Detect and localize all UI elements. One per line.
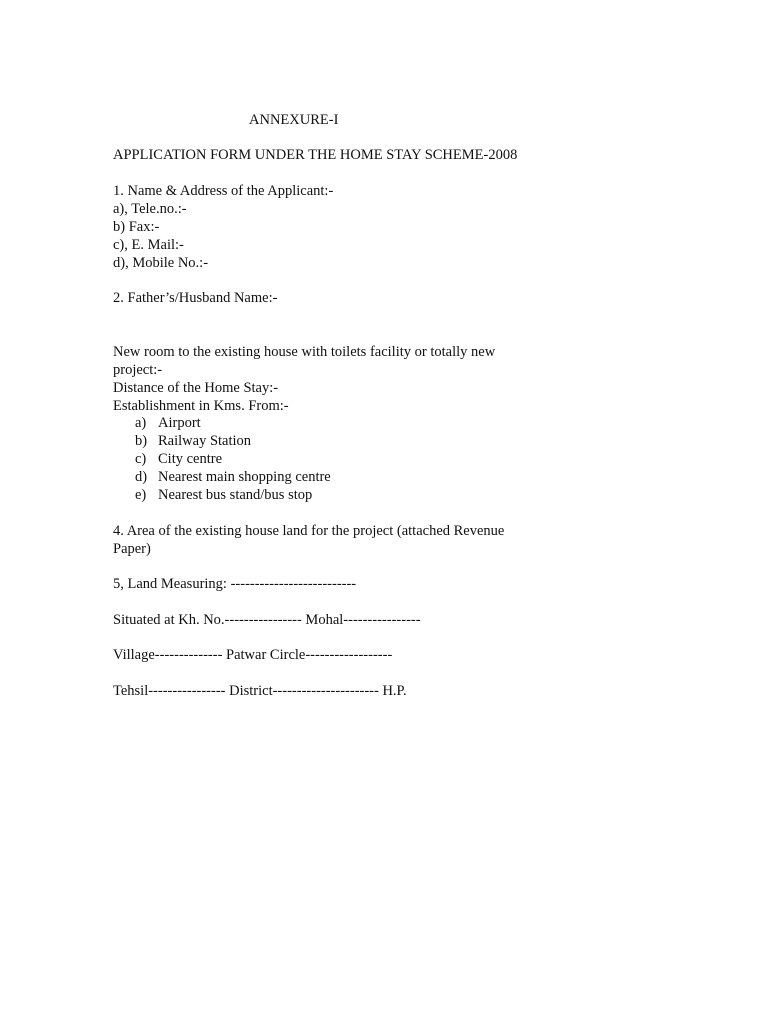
list-marker: b) <box>135 433 148 449</box>
list-item-label: Nearest bus stand/bus stop <box>158 487 313 503</box>
email-label: c), E. Mail:- <box>113 237 184 253</box>
annexure-heading: ANNEXURE-I <box>249 112 339 128</box>
list-marker: a) <box>135 415 147 431</box>
list-marker: c) <box>135 451 147 467</box>
list-marker: d) <box>135 469 148 485</box>
fax-label: b) Fax:- <box>113 219 160 235</box>
village-field: Village-------------- Patwar Circle------------------ <box>113 647 393 663</box>
new-room-text-line2: project:- <box>113 362 163 378</box>
area-label-line1: 4. Area of the existing house land for the project (attached Revenue <box>113 523 505 539</box>
father-husband-name-label: 2. Father’s/Husband Name:- <box>113 290 278 306</box>
land-measuring-field: 5, Land Measuring: -------------------------- <box>113 576 357 592</box>
list-marker: e) <box>135 487 147 503</box>
distance-label: Distance of the Home Stay:- <box>113 380 279 396</box>
situated-field: Situated at Kh. No.---------------- Mohal---------------- <box>113 612 421 628</box>
telephone-label: a), Tele.no.:- <box>113 201 187 217</box>
list-item-label: Railway Station <box>158 433 252 449</box>
form-title: APPLICATION FORM UNDER THE HOME STAY SCHEME-2008 <box>113 147 518 163</box>
mobile-label: d), Mobile No.:- <box>113 255 209 271</box>
establishment-label: Establishment in Kms. From:- <box>113 398 289 414</box>
list-item-label: Airport <box>158 415 201 431</box>
new-room-text-line1: New room to the existing house with toilets facility or totally new <box>113 344 496 360</box>
applicant-name-address-label: 1. Name & Address of the Applicant:- <box>113 183 334 199</box>
list-item-label: City centre <box>158 451 223 467</box>
tehsil-field: Tehsil---------------- District---------------------- H.P. <box>113 683 407 699</box>
area-label-line2: Paper) <box>113 541 151 557</box>
list-item-label: Nearest main shopping centre <box>158 469 331 485</box>
